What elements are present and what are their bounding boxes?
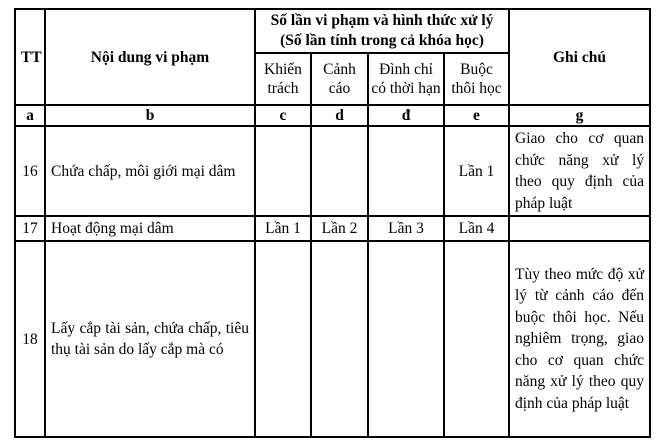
sanction-buoc-thoi-hoc bbox=[444, 241, 509, 437]
row-number: 18 bbox=[15, 241, 45, 437]
col-header-note: Ghi chú bbox=[509, 9, 650, 105]
letter-e: e bbox=[444, 105, 509, 126]
sanction-canh-cao bbox=[311, 241, 368, 437]
col-header-buoc-thoi-hoc: Buộc thôi học bbox=[444, 53, 509, 105]
table-row-18 bbox=[15, 241, 650, 437]
note-cell: Tùy theo mức độ xử lý từ cảnh cáo đến buộc thôi học. Nếu nghiêm trọng, giao cho cơ quan chức năng xử lý theo quy định của pháp luật bbox=[509, 241, 650, 437]
sanction-dinh-chi bbox=[368, 126, 444, 216]
violation-content: Hoạt động mại dâm bbox=[45, 216, 255, 241]
note-cell bbox=[509, 216, 650, 241]
letter-c: c bbox=[255, 105, 311, 126]
sanction-khien-trach bbox=[255, 126, 311, 216]
violation-content: Lấy cắp tài sản, chứa chấp, tiêu thụ tài sản do lấy cắp mà có bbox=[45, 241, 255, 437]
letter-row bbox=[15, 105, 650, 126]
table-row-16 bbox=[15, 126, 650, 216]
col-header-content: Nội dung vi phạm bbox=[45, 9, 255, 105]
col-header-group bbox=[255, 9, 509, 53]
violation-content: Chứa chấp, môi giới mại dâm bbox=[45, 126, 255, 216]
table-row-17 bbox=[15, 216, 650, 241]
letter-g: g bbox=[509, 105, 650, 126]
sanction-dinh-chi: Lần 3 bbox=[368, 216, 444, 241]
sanction-khien-trach: Lần 1 bbox=[255, 216, 311, 241]
letter-d: d bbox=[311, 105, 368, 126]
group-title-line1: Số lần vi phạm và hình thức xử lý bbox=[270, 12, 494, 29]
letter-a: a bbox=[15, 105, 45, 126]
col-header-khien-trach: Khiển trách bbox=[255, 53, 311, 105]
sanction-dinh-chi bbox=[368, 241, 444, 437]
sanction-buoc-thoi-hoc: Lần 1 bbox=[444, 126, 509, 216]
row-number: 16 bbox=[15, 126, 45, 216]
group-title-line2: (Số lần tính trong cả khóa học) bbox=[280, 32, 484, 49]
col-header-tt: TT bbox=[15, 9, 45, 105]
sanction-canh-cao bbox=[311, 126, 368, 216]
sanction-buoc-thoi-hoc: Lần 4 bbox=[444, 216, 509, 241]
header-row-1 bbox=[15, 9, 650, 53]
violation-table bbox=[14, 8, 651, 438]
note-cell: Giao cho cơ quan chức năng xử lý theo quy định của pháp luật bbox=[509, 126, 650, 216]
row-number: 17 bbox=[15, 216, 45, 241]
letter-dd: đ bbox=[368, 105, 444, 126]
letter-b: b bbox=[45, 105, 255, 126]
sanction-khien-trach bbox=[255, 241, 311, 437]
col-header-dinh-chi: Đình chỉ có thời hạn bbox=[368, 53, 444, 105]
sanction-canh-cao: Lần 2 bbox=[311, 216, 368, 241]
col-header-canh-cao: Cảnh cáo bbox=[311, 53, 368, 105]
